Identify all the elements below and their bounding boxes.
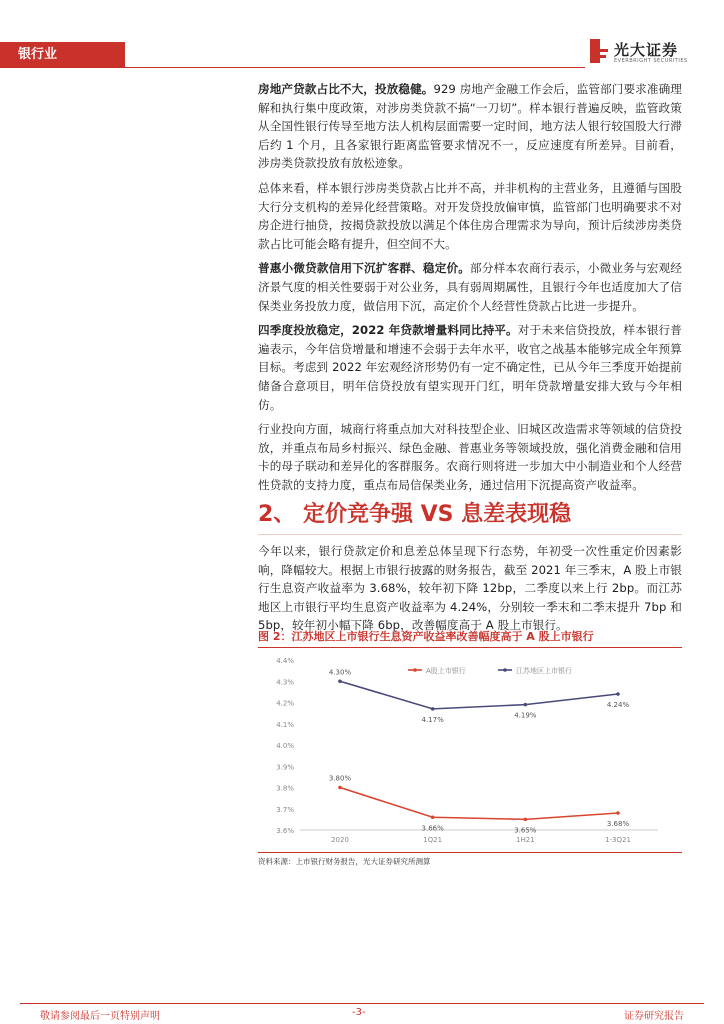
footer-report-type: 证券研究报告 (624, 1011, 684, 1022)
legend-label: A股上市银行 (426, 667, 466, 675)
logo-subtitle: EVERBRIGHT SECURITIES (614, 58, 688, 64)
y-tick-label: 3.7% (276, 805, 294, 814)
data-point (616, 692, 620, 696)
industry-tag: 银行业 (0, 42, 125, 68)
x-tick-label: 2020 (331, 836, 349, 844)
logo (590, 37, 710, 67)
data-point (338, 679, 342, 683)
legend-marker (503, 668, 507, 672)
y-tick-label: 3.6% (276, 827, 294, 835)
paragraph-text: 929 房地产金融工作会后，监管部门要求准确理解和执行集中度政策，对涉房类贷款不搞“一刀切”。样本银行普遍反映，监管政策从全国性银行传导至地方法人机构层面需要一定时间，地方法人银行较国股大行滞后约 1 个月，且各家银行距离监管要求情况不一，反应速度有所差异。目前看，涉房类贷款投放有放松迹象。 (258, 82, 682, 171)
data-label: 3.68% (606, 820, 630, 828)
data-point (524, 818, 528, 822)
y-tick-label: 4.4% (276, 657, 294, 665)
y-tick-label: 3.9% (276, 763, 294, 772)
footer-rule (20, 1003, 704, 1004)
figure-title: 图 2：江苏地区上市银行生息资产收益率改善幅度高于 A 股上市银行 (258, 628, 682, 648)
section-title: 2、 定价竞争强 VS 息差表现稳 (258, 500, 682, 535)
x-tick-label: 1-3Q21 (605, 836, 631, 844)
paragraph-industry: 行业投向方面，城商行将重点加大对科技型企业、旧城区改造需求等领域的信贷投放，并重点布局乡村振兴、绿色金融、普惠业务等领域投放，强化消费金融和信用卡的母子联动和差异化的客群服务。农商行则将进一步加大中小制造业和个人经营性贷款的支持力度，重点布局信保类业务，通过信用下沉提高资产收益率。 (258, 422, 682, 492)
logo-text: 光大证券 (614, 41, 679, 59)
data-point (338, 786, 342, 790)
x-tick-label: 1Q21 (423, 836, 443, 844)
y-tick-label: 3.8% (276, 784, 294, 793)
y-tick-label: 4.1% (276, 720, 294, 729)
footer-disclaimer: 敬请参阅最后一页特别声明 (40, 1011, 160, 1022)
paragraph-text: 对于未来信贷投放，样本银行普遍表示，今年信贷增量和增速不会弱于去年水平，收官之战基本能够完成全年预算目标。考虑到 2022 年宏观经济形势仍有一定不确定性，已从今年三季度开始提前储备合意项目，明年信贷投放有望实现开门红，明年贷款增量安排大致与今年相仿。 (258, 323, 682, 412)
paragraph-real-estate (258, 80, 682, 173)
data-point (616, 811, 620, 815)
y-tick-label: 4.3% (276, 678, 294, 687)
header-rule (125, 67, 585, 68)
y-tick-label: 4.0% (276, 742, 294, 750)
legend-marker (413, 668, 417, 672)
data-point (524, 703, 528, 707)
legend-label: 江苏地区上市银行 (516, 667, 572, 675)
paragraph-text: 部分样本农商行表示，小微业务与宏观经济景气度的相关性要弱于对公业务，具有弱周期属性，且银行今年也适度加大了信保类业务投放力度，做信用下沉，高定价个人经营性贷款占比进一步提升。 (258, 261, 682, 313)
data-point (431, 707, 435, 711)
paragraph-lead: 房地产贷款占比不大，投放稳健。 (258, 82, 434, 96)
figure-source: 资料来源：上市银行财务报告，光大证券研究所测算 (258, 852, 682, 867)
series-line (340, 681, 618, 709)
data-label: 4.30% (328, 668, 352, 677)
body-text (258, 80, 682, 500)
data-label: 3.80% (328, 774, 352, 783)
paragraph-q4 (258, 321, 682, 414)
paragraph-summary: 总体来看，样本银行涉房类贷款占比并不高，并非机构的主营业务，且遵循与国股大行分支机构的差异化经营策略。对开发贷投放偏审慎，监管部门也明确要求不对房企进行抽贷，按揭贷款投放以满足个体住房合理需求为导向，预计后续涉房类贷款占比可能会略有提升，但空间不大。 (258, 180, 682, 251)
page-number: -3- (352, 1007, 366, 1018)
paragraph-microloans (258, 259, 682, 315)
data-label: 4.19% (514, 711, 537, 720)
y-tick-label: 4.2% (276, 699, 294, 708)
series-line (340, 788, 618, 820)
x-tick-label: 1H21 (516, 836, 535, 844)
data-point (431, 815, 435, 819)
data-label: 3.65% (514, 826, 537, 835)
paragraph-lead: 普惠小微贷款信用下沉扩客群、稳定价。 (258, 261, 471, 276)
yield-line-chart (258, 648, 682, 853)
logo-mark-icon (590, 39, 608, 63)
paragraph-lead: 四季度投放稳定，2022 年贷款增量料同比持平。 (258, 323, 518, 338)
paragraph-pricing: 今年以来，银行贷款定价和息差总体呈现下行态势，年初受一次性重定价因素影响，降幅较大。根据上市银行披露的财务报告，截至 2021 年三季末，A 股上市银行生息资产收益率为 3.68%，较年初下降 12bp，二季度以来上行 2bp。而江苏地区上市银行平均生息资产收益率为 4.24%，分别较一季末和二季末提升 7bp 和 5bp，较年初小幅下降 6bp，改善幅度高于 A 股上市银行。 (258, 544, 682, 633)
data-label: 3.66% (421, 824, 444, 833)
data-label: 4.17% (421, 715, 444, 724)
body-text-2 (258, 542, 682, 641)
data-label: 4.24% (606, 701, 630, 709)
